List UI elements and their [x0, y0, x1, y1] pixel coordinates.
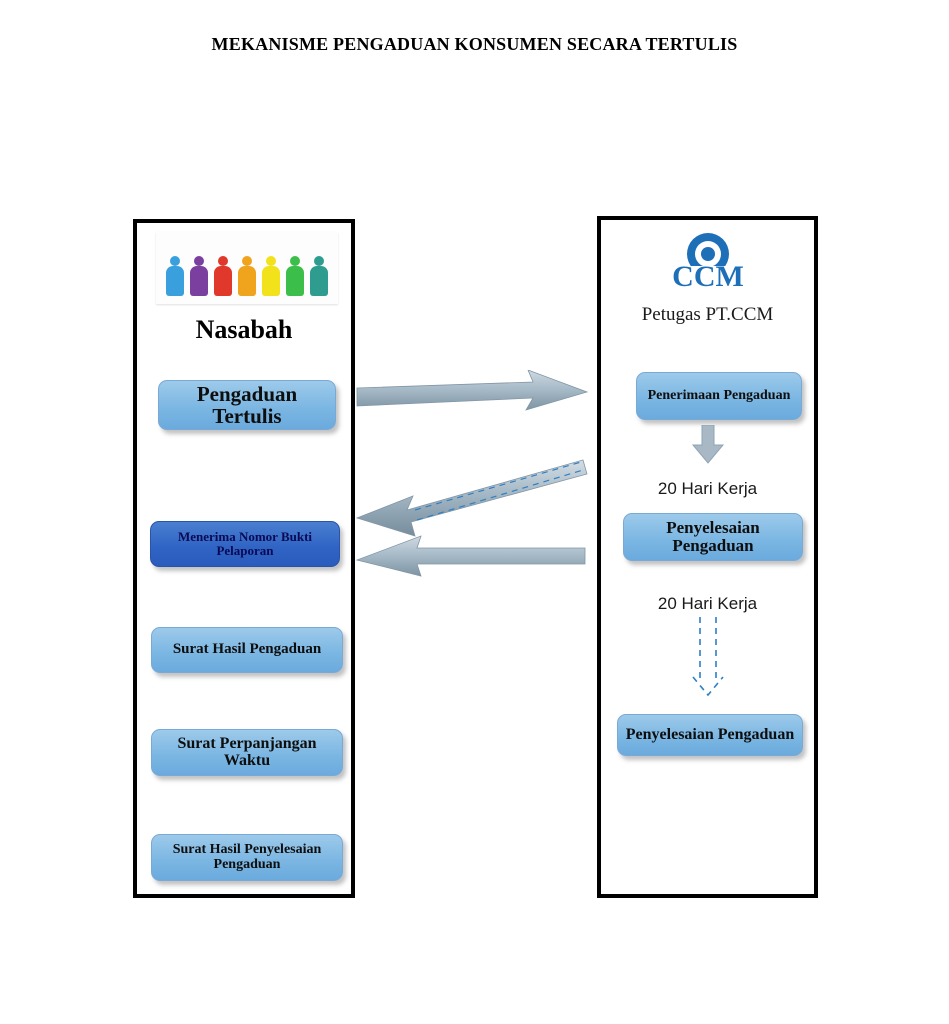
petugas-header-label: Petugas PT.CCM — [641, 304, 774, 325]
arrow-down-icon — [690, 425, 726, 470]
person-icon — [214, 256, 232, 296]
arrow-right-top — [357, 370, 587, 410]
page-title: MEKANISME PENGADUAN KONSUMEN SECARA TERTULIS — [211, 34, 738, 54]
caption-20-hari-kerja-2: 20 Hari Kerja — [657, 594, 758, 613]
step-surat-hasil-pengaduan[interactable]: Surat Hasil Pengaduan — [151, 627, 343, 673]
person-icon — [238, 256, 256, 296]
person-icon — [286, 256, 304, 296]
step-penyelesaian-pengaduan-2[interactable]: Penyelesaian Pengaduan — [617, 714, 803, 756]
connector-arrows-group — [355, 370, 598, 590]
people-group-icon — [156, 232, 338, 304]
dashed-arrow-down-icon — [691, 615, 725, 704]
person-icon — [262, 256, 280, 296]
arrow-left-diagonal — [357, 460, 587, 536]
person-icon — [166, 256, 184, 296]
step-pengaduan-tertulis[interactable]: Pengaduan Tertulis — [158, 380, 336, 430]
arrow-left-bottom — [357, 536, 585, 576]
step-penerimaan-pengaduan[interactable]: Penerimaan Pengaduan — [636, 372, 802, 420]
caption-20-hari-kerja-1: 20 Hari Kerja — [657, 479, 758, 498]
step-surat-perpanjangan-waktu[interactable]: Surat Perpanjangan Waktu — [151, 729, 343, 776]
column-nasabah — [133, 219, 355, 898]
step-penyelesaian-pengaduan-1[interactable]: Penyelesaian Pengaduan — [623, 513, 803, 561]
person-icon — [310, 256, 328, 296]
ccm-logo-icon — [660, 232, 756, 298]
step-surat-hasil-penyelesaian-pengaduan[interactable]: Surat Hasil Penyelesaian Pengaduan — [151, 834, 343, 881]
nasabah-header-label: Nasabah — [195, 315, 293, 344]
column-petugas — [597, 216, 818, 898]
svg-text:CCM: CCM — [671, 260, 744, 293]
step-menerima-nomor-bukti-pelaporan[interactable]: Menerima Nomor Bukti Pelaporan — [150, 521, 340, 567]
person-icon — [190, 256, 208, 296]
